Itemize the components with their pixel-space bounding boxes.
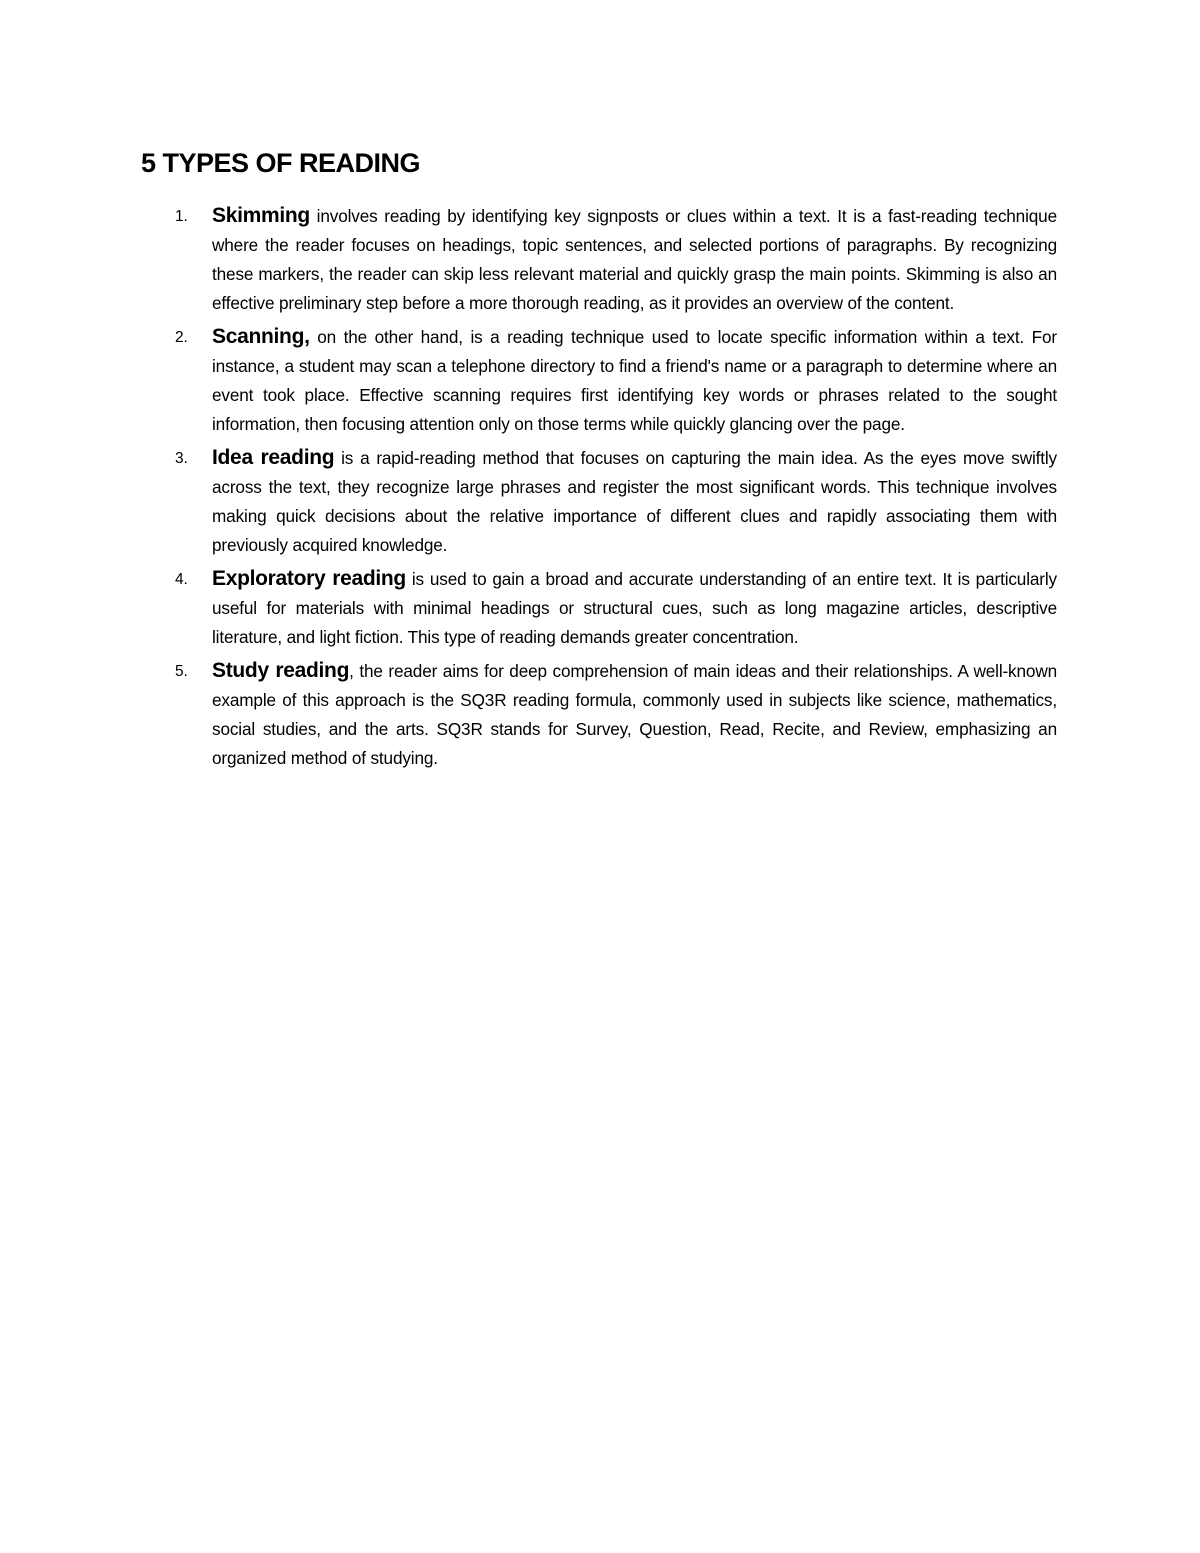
document-title: 5 TYPES OF READING	[141, 148, 421, 178]
list-item-number: 3.	[175, 450, 188, 467]
list-item-idea-reading	[175, 443, 1057, 560]
term-scanning: Scanning,	[212, 325, 310, 348]
list-item-number: 5.	[175, 663, 188, 680]
list-item-number: 1.	[175, 208, 188, 225]
item-description: is a rapid-reading method that focuses on capturing the main idea. As the eyes move swiftly across the text, they recognize large phrases and register the most significant words. This technique involves making quick decisions about the relative importance of different clues and rapidly associating them with previously acquired knowledge.	[212, 448, 1057, 555]
reading-types-list	[175, 201, 1057, 777]
item-description: , the reader aims for deep comprehension of main ideas and their relationships. A well-known example of this approach is the SQ3R reading formula, commonly used in subjects like science, mathematics, social studies, and the arts. SQ3R stands for Survey, Question, Read, Recite, and Review, emphasizing an organized method of studying.	[212, 661, 1057, 768]
term-skimming: Skimming	[212, 204, 310, 227]
list-item-number: 4.	[175, 571, 188, 588]
term-exploratory-reading: Exploratory reading	[212, 567, 406, 590]
list-item-exploratory-reading	[175, 564, 1057, 652]
list-item-number: 2.	[175, 329, 188, 346]
list-item-skimming	[175, 201, 1057, 318]
term-study-reading: Study reading	[212, 659, 350, 682]
item-description: is used to gain a broad and accurate understanding of an entire text. It is particularly useful for materials with minimal headings or structural cues, such as long magazine articles, descriptive literature, and light fiction. This type of reading demands greater concentration.	[212, 569, 1057, 647]
list-item-study-reading	[175, 656, 1057, 773]
item-description: involves reading by identifying key signposts or clues within a text. It is a fast-reading technique where the reader focuses on headings, topic sentences, and selected portions of paragraphs. By recognizing these markers, the reader can skip less relevant material and quickly grasp the main points. Skimming is also an effective preliminary step before a more thorough reading, as it provides an overview of the content.	[212, 206, 1057, 313]
item-description: on the other hand, is a reading technique used to locate specific information within a text. For instance, a student may scan a telephone directory to find a friend's name or a paragraph to determine where an event took place. Effective scanning requires first identifying key words or phrases related to the sought information, then focusing attention only on those terms while quickly glancing over the page.	[212, 327, 1057, 434]
term-idea-reading: Idea reading	[212, 446, 335, 469]
list-item-scanning	[175, 322, 1057, 439]
